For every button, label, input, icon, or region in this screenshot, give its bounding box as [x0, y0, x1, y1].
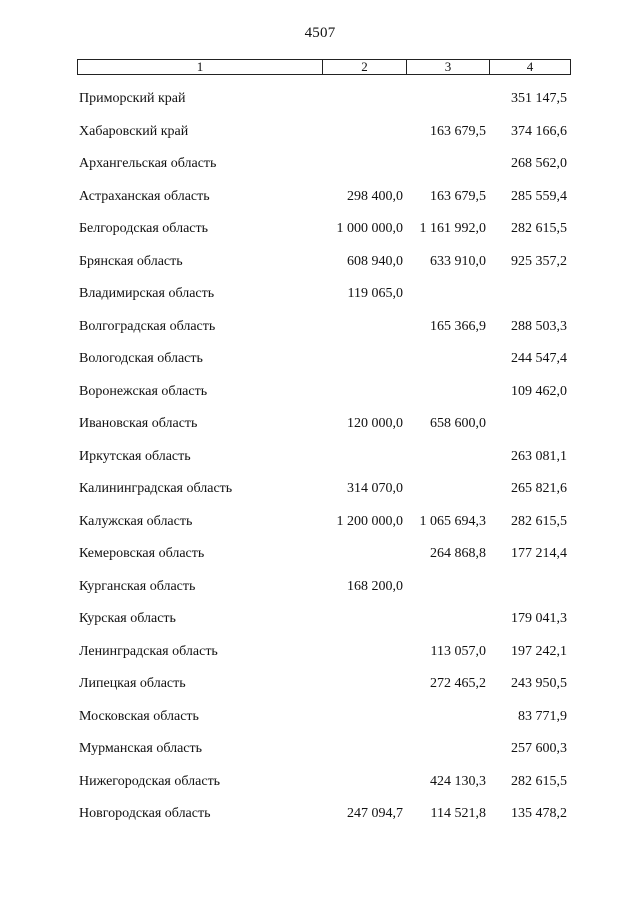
column-3-value-cell [406, 343, 489, 376]
region-name-cell: Ивановская область [79, 416, 198, 432]
region-name-cell: Воронежская область [79, 383, 208, 399]
column-3-value-cell: 113 057,0 [430, 643, 486, 659]
table-row [77, 408, 570, 441]
column-4-value-cell: 288 503,3 [511, 318, 567, 334]
table-row [77, 473, 570, 506]
column-2-value-cell [322, 311, 406, 344]
column-2-value-cell [322, 343, 406, 376]
column-4-value-cell: 282 615,5 [511, 773, 567, 789]
column-4-value-cell: 925 357,2 [511, 253, 567, 269]
column-4-value-cell: 265 821,6 [511, 481, 567, 497]
region-name-cell: Владимирская область [79, 286, 215, 302]
column-2-value-cell [322, 701, 406, 734]
column-2-value-cell: 1 200 000,0 [336, 513, 403, 529]
table-row [77, 343, 570, 376]
column-4-value-cell: 135 478,2 [511, 806, 567, 822]
column-4-value-cell: 197 242,1 [511, 643, 567, 659]
table-row [77, 506, 570, 539]
column-3-value-cell [406, 441, 489, 474]
column-2-value-cell: 119 065,0 [347, 286, 403, 302]
column-4-value-cell: 177 214,4 [511, 546, 567, 562]
column-2-value-cell: 314 070,0 [347, 481, 403, 497]
column-2-value-cell [322, 603, 406, 636]
region-name-cell: Иркутская область [79, 448, 191, 464]
table-row [77, 181, 570, 214]
region-name-cell: Волгоградская область [79, 318, 216, 334]
column-header-4: 4 [490, 60, 571, 75]
column-2-value-cell: 1 000 000,0 [336, 221, 403, 237]
region-name-cell: Мурманская область [79, 741, 203, 757]
column-2-value-cell [322, 636, 406, 669]
page-number: 4507 [304, 25, 336, 41]
column-2-value-cell [322, 766, 406, 799]
column-3-value-cell [406, 473, 489, 506]
region-name-cell: Белгородская область [79, 221, 209, 237]
column-2-value-cell: 168 200,0 [347, 578, 403, 594]
column-2-value-cell [322, 668, 406, 701]
column-3-value-cell [406, 603, 489, 636]
column-4-value-cell [489, 571, 570, 604]
table-row [77, 148, 570, 181]
column-header-1: 1 [78, 60, 323, 75]
column-3-value-cell [406, 733, 489, 766]
column-2-value-cell: 247 094,7 [347, 806, 403, 822]
column-3-value-cell [406, 83, 489, 116]
table-row [77, 571, 570, 604]
table-row [77, 246, 570, 279]
table-row [77, 603, 570, 636]
column-3-value-cell: 633 910,0 [430, 253, 486, 269]
region-name-cell: Вологодская область [79, 351, 203, 367]
table-row [77, 311, 570, 344]
region-name-cell: Брянская область [79, 253, 183, 269]
column-2-value-cell [322, 441, 406, 474]
column-header-2: 2 [323, 60, 407, 75]
column-2-value-cell: 298 400,0 [347, 188, 403, 204]
column-3-value-cell: 264 868,8 [430, 546, 486, 562]
column-3-value-cell: 658 600,0 [430, 416, 486, 432]
column-4-value-cell: 282 615,5 [511, 513, 567, 529]
column-3-value-cell [406, 376, 489, 409]
column-4-value-cell: 179 041,3 [511, 611, 567, 627]
table-row [77, 636, 570, 669]
column-header-table [77, 59, 571, 75]
table-row [77, 668, 570, 701]
column-2-value-cell [322, 376, 406, 409]
column-3-value-cell [406, 278, 489, 311]
region-name-cell: Кемеровская область [79, 546, 205, 562]
region-name-cell: Московская область [79, 708, 199, 724]
region-name-cell: Курганская область [79, 578, 196, 594]
column-2-value-cell [322, 733, 406, 766]
column-3-value-cell: 163 679,5 [430, 188, 486, 204]
table-row [77, 376, 570, 409]
table-row [77, 116, 570, 149]
column-3-value-cell: 165 366,9 [430, 318, 486, 334]
regions-data-table [77, 83, 570, 831]
column-2-value-cell [322, 538, 406, 571]
region-name-cell: Ленинградская область [79, 643, 218, 659]
column-4-value-cell: 268 562,0 [511, 156, 567, 172]
column-3-value-cell: 1 161 992,0 [419, 221, 486, 237]
column-4-value-cell: 351 147,5 [511, 91, 567, 107]
region-name-cell: Курская область [79, 611, 176, 627]
table-row [77, 766, 570, 799]
table-row [77, 83, 570, 116]
region-name-cell: Архангельская область [79, 156, 217, 172]
table-row [77, 701, 570, 734]
column-4-value-cell: 83 771,9 [518, 708, 567, 724]
column-4-value-cell: 374 166,6 [511, 123, 567, 139]
column-2-value-cell: 608 940,0 [347, 253, 403, 269]
column-4-value-cell: 109 462,0 [511, 383, 567, 399]
column-2-value-cell [322, 116, 406, 149]
column-4-value-cell: 285 559,4 [511, 188, 567, 204]
column-header-3: 3 [407, 60, 490, 75]
column-4-value-cell: 282 615,5 [511, 221, 567, 237]
column-3-value-cell [406, 148, 489, 181]
column-3-value-cell: 163 679,5 [430, 123, 486, 139]
column-4-value-cell: 244 547,4 [511, 351, 567, 367]
region-name-cell: Липецкая область [79, 676, 186, 692]
column-4-value-cell: 243 950,5 [511, 676, 567, 692]
region-name-cell: Хабаровский край [79, 123, 189, 139]
column-3-value-cell [406, 571, 489, 604]
column-4-value-cell [489, 408, 570, 441]
table-row [77, 278, 570, 311]
column-2-value-cell: 120 000,0 [347, 416, 403, 432]
region-name-cell: Астраханская область [79, 188, 210, 204]
table-row [77, 213, 570, 246]
table-row [77, 441, 570, 474]
column-4-value-cell: 263 081,1 [511, 448, 567, 464]
column-3-value-cell [406, 701, 489, 734]
region-name-cell: Новгородская область [79, 806, 211, 822]
column-2-value-cell [322, 83, 406, 116]
region-name-cell: Нижегородская область [79, 773, 221, 789]
region-name-cell: Калининградская область [79, 481, 233, 497]
column-3-value-cell: 272 465,2 [430, 676, 486, 692]
table-body [77, 83, 570, 831]
table-row [77, 538, 570, 571]
region-name-cell: Приморский край [79, 91, 186, 107]
table-row [77, 733, 570, 766]
column-3-value-cell: 1 065 694,3 [419, 513, 486, 529]
column-3-value-cell: 114 521,8 [430, 806, 486, 822]
column-4-value-cell [489, 278, 570, 311]
column-2-value-cell [322, 148, 406, 181]
region-name-cell: Калужская область [79, 513, 193, 529]
column-4-value-cell: 257 600,3 [511, 741, 567, 757]
table-row [77, 798, 570, 831]
column-3-value-cell: 424 130,3 [430, 773, 486, 789]
column-header-row [78, 60, 571, 75]
